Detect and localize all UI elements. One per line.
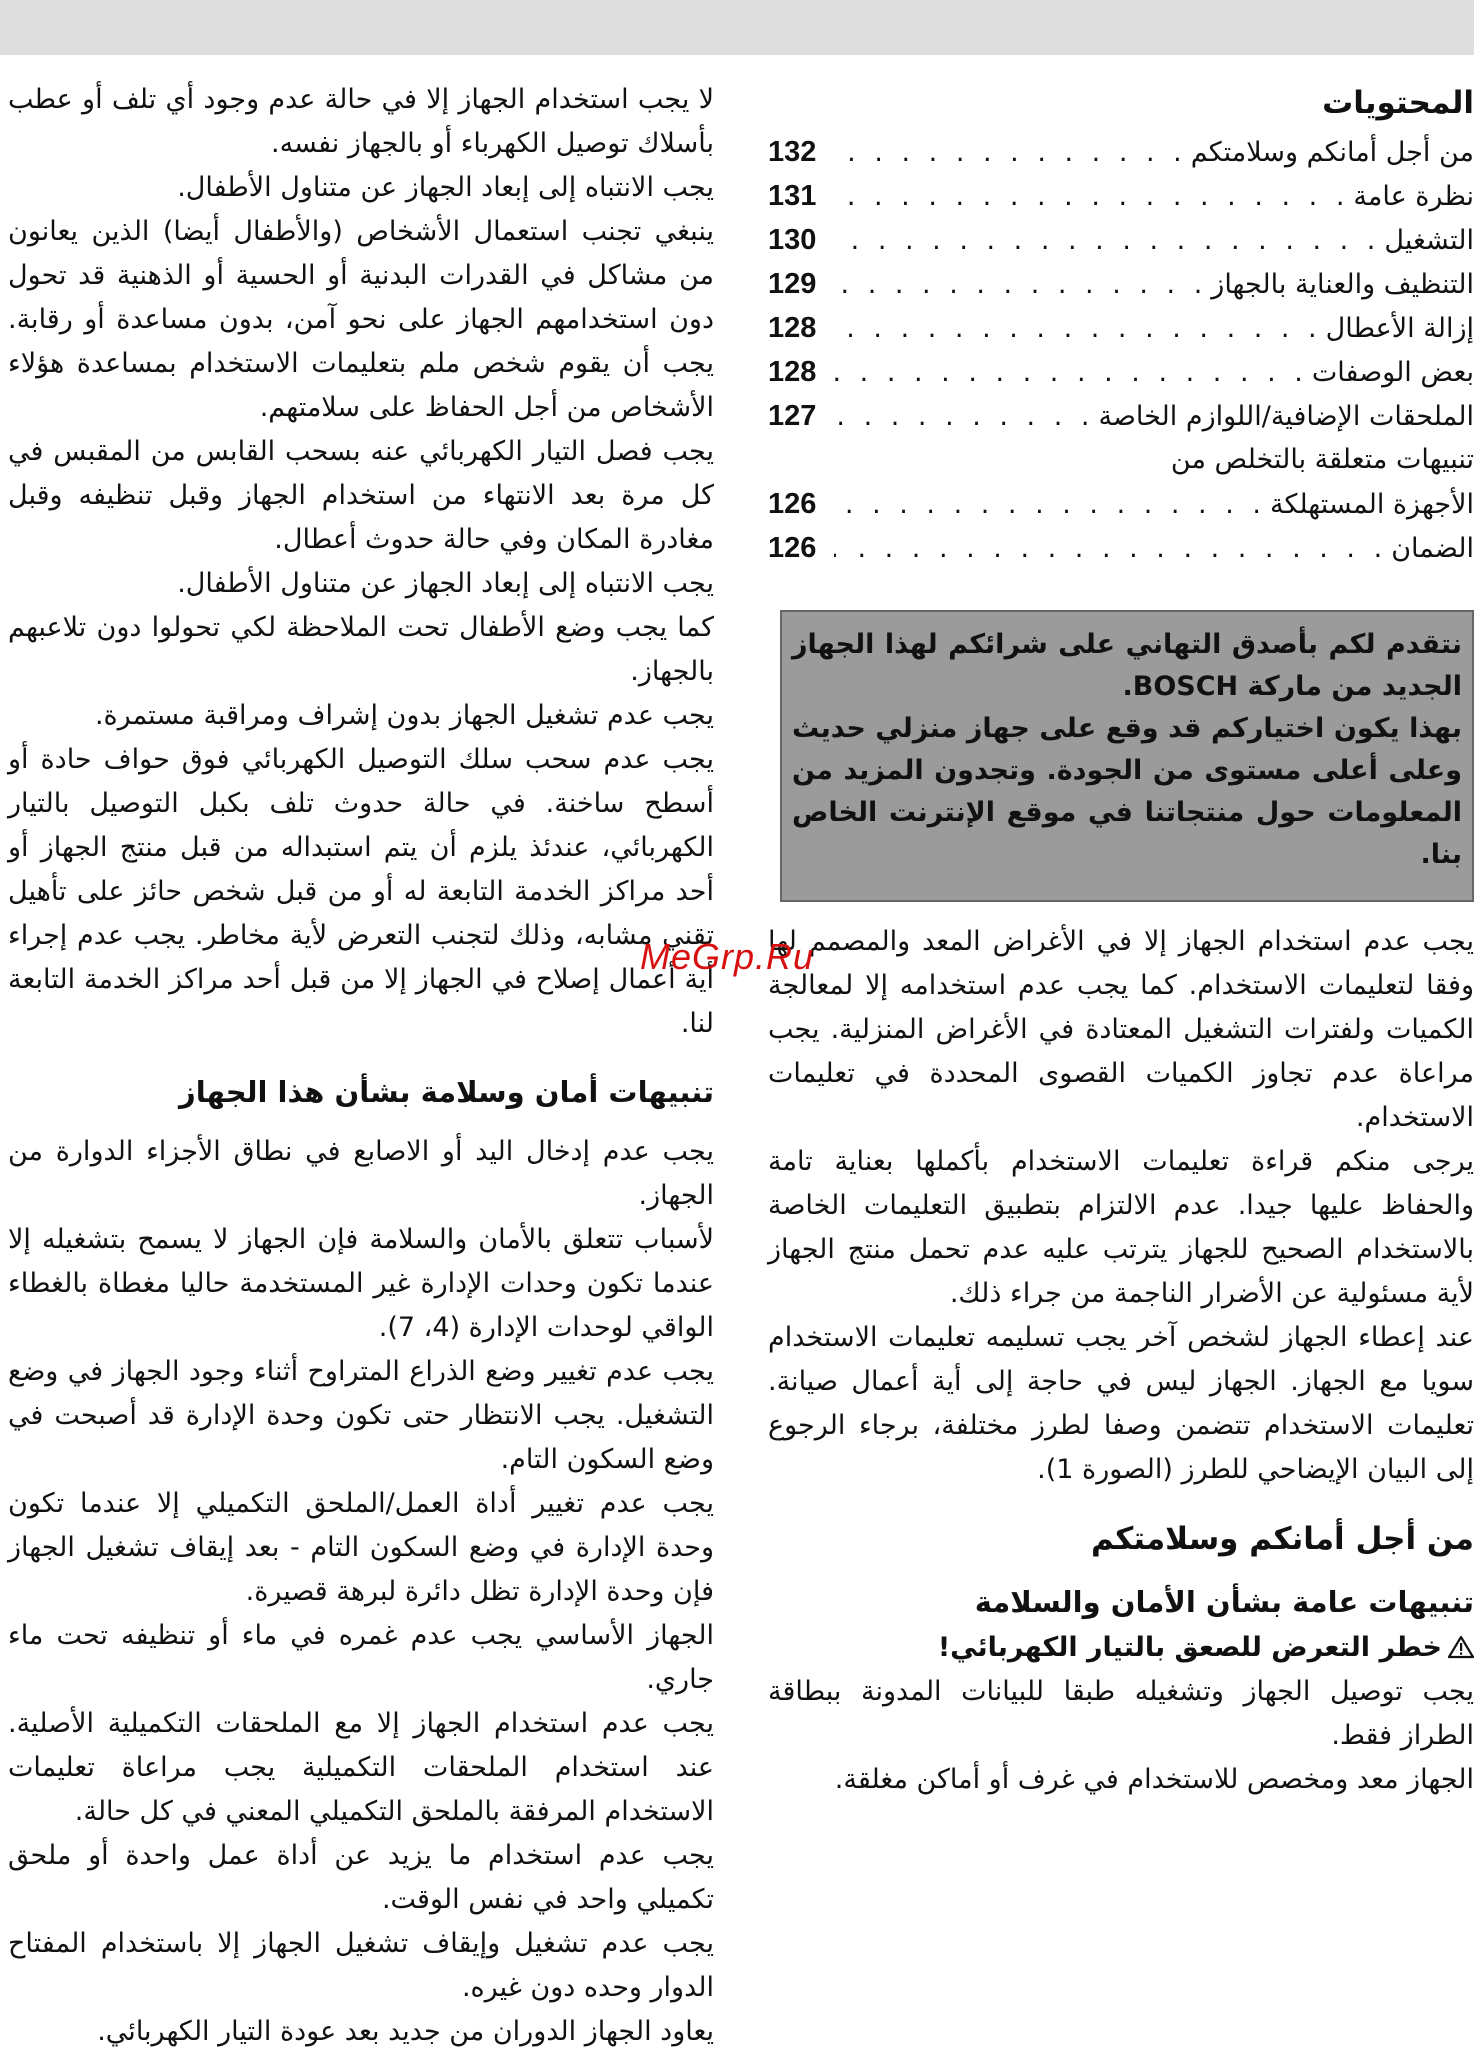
toc-item-label: الأجهزة المستهلكة <box>1269 489 1474 520</box>
section-heading: تنبيهات أمان وسلامة بشأن هذا الجهاز <box>179 1075 714 1109</box>
toc-item[interactable] <box>768 130 1474 174</box>
toc-item[interactable] <box>768 218 1474 262</box>
safety-paragraph: ينبغي تجنب استعمال الأشخاص (والأطفال أيضا) الذين يعانون من مشاكل في القدرات البدنية أو الحسية أو الذهنية قد تحول دون استخدامهم الجهاز على نحو آمن، بدون مساعدة أو رقابة. يجب أن يقوم شخص ملم بتعليمات الاستخدام بمساعدة هؤلاء الأشخاص من أجل الحفاظ على سلامتهم. <box>8 216 714 423</box>
subsection-heading: تنبيهات عامة بشأن الأمان والسلامة <box>974 1585 1474 1619</box>
safety-paragraph: يعاود الجهاز الدوران من جديد بعد عودة التيار الكهربائي. <box>97 2016 714 2047</box>
warning-title: خطر التعرض للصعق بالتيار الكهربائي! <box>768 1626 1474 1670</box>
safety-paragraph: يجب توصيل الجهاز وتشغيله طبقا للبيانات المدونة ببطاقة الطراز فقط. <box>768 1676 1474 1751</box>
toc-item[interactable] <box>768 350 1474 394</box>
intro-paragraph: عند إعطاء الجهاز لشخص آخر يجب تسليمه تعليمات الاستخدام سويا مع الجهاز. الجهاز ليس في حاجة إلى أية أعمال صيانة. تعليمات الاستخدام تتضمن وصفا لطرز مختلفة، برجاء الرجوع إلى البيان الإيضاحي للطرز (الصورة 1). <box>768 1322 1474 1485</box>
safety-paragraph: يجب فصل التيار الكهربائي عنه بسحب القابس من المقبس في كل مرة بعد الانتهاء من استخدام الجهاز وقبل تنظيفه وقبل مغادرة المكان وفي حالة حدوث أعطال. <box>8 436 714 555</box>
safety-paragraph: الجهاز معد ومخصص للاستخدام في غرف أو أماكن مغلقة. <box>834 1764 1474 1795</box>
safety-paragraph: يجب الانتباه إلى إبعاد الجهاز عن متناول الأطفال. <box>177 568 714 599</box>
safety-paragraph: لا يجب استخدام الجهاز إلا في حالة عدم وجود أي تلف أو عطب بأسلاك توصيل الكهرباء أو بالجهاز نفسه. <box>8 84 714 159</box>
congrats-box <box>780 610 1474 902</box>
toc-item-label: إزالة الأعطال <box>1325 313 1474 344</box>
safety-paragraph: يجب عدم تشغيل وإيقاف تشغيل الجهاز إلا باستخدام المفتاح الدوار وحده دون غيره. <box>8 1928 714 2003</box>
right-column <box>768 78 1474 1802</box>
safety-paragraph: يجب عدم تغيير وضع الذراع المتراوح أثناء وجود الجهاز في وضع التشغيل. يجب الانتظار حتى تكون وحدة الإدارة قد أصبحت في وضع السكون التام. <box>8 1356 714 1475</box>
toc-item-page: 127 <box>768 400 817 432</box>
toc-item[interactable] <box>768 306 1474 350</box>
warning-triangle-icon <box>1448 1635 1474 1659</box>
toc-item-label: الملحقات الإضافية/اللوازم الخاصة <box>1098 401 1474 432</box>
toc-item-page: 131 <box>768 180 817 212</box>
toc-item-label: الضمان <box>1391 533 1474 564</box>
safety-paragraph: الجهاز الأساسي يجب عدم غمره في ماء أو تنظيفه تحت ماء جاري. <box>8 1620 714 1695</box>
safety-paragraph: يجب عدم استخدام الجهاز إلا مع الملحقات التكميلية الأصلية. عند استخدام الملحقات التكميلية يجب مراعاة تعليمات الاستخدام المرفقة بالملحق التكميلي المعني في كل حالة. <box>8 1708 714 1827</box>
toc-item-page: 129 <box>768 268 817 300</box>
toc-item-page: 132 <box>768 136 817 168</box>
safety-paragraph: لأسباب تتعلق بالأمان والسلامة فإن الجهاز لا يسمح بتشغيله إلا عندما تكون وحدات الإدارة غير المستخدمة حاليا مغطاة بالغطاء الواقي لوحدات الإدارة (4، 7). <box>8 1224 714 1343</box>
toc-item[interactable] <box>768 174 1474 218</box>
header-bar <box>0 0 1474 55</box>
toc-item-label: بعض الوصفات <box>1311 357 1474 388</box>
toc-item-label: التنظيف والعناية بالجهاز <box>1211 269 1474 300</box>
safety-paragraph: كما يجب وضع الأطفال تحت الملاحظة لكي تحولوا دون تلاعبهم بالجهاز. <box>8 612 714 687</box>
intro-paragraph: يجب عدم استخدام الجهاز إلا في الأغراض المعد والمصمم لها وفقا لتعليمات الاستخدام. كما يجب عدم استخدامه إلا لمعالجة الكميات ولفترات التشغيل المعتادة في الأغراض المنزلية. يجب مراعاة عدم تجاوز الكميات القصوى المحددة في تعليمات الاستخدام. <box>768 926 1474 1133</box>
toc-item-page: 128 <box>768 312 817 344</box>
toc-item-page: 128 <box>768 356 817 388</box>
toc-item-label: من أجل أمانكم وسلامتكم <box>1190 137 1474 168</box>
congrats-text: بهذا يكون اختياركم قد وقع على جهاز منزلي حديث وعلى أعلى مستوى من الجودة. وتجدون المزيد من المعلومات حول منتجاتنا في موقع الإنترنت الخاص بنا. <box>792 713 1462 870</box>
safety-paragraph: يجب عدم تغيير أداة العمل/الملحق التكميلي إلا عندما تكون وحدة الإدارة في وضع السكون التام - بعد إيقاف تشغيل الجهاز فإن وحدة الإدارة تظل دائرة لبرهة قصيرة. <box>8 1488 714 1607</box>
safety-paragraph: يجب عدم إدخال اليد أو الاصابع في نطاق الأجزاء الدوارة من الجهاز. <box>8 1136 714 1211</box>
toc-item-page: 130 <box>768 224 817 256</box>
toc-item[interactable] <box>768 526 1474 570</box>
toc-item-page: 126 <box>768 488 817 520</box>
toc-item[interactable] <box>768 482 1474 526</box>
section-heading: من أجل أمانكم وسلامتكم <box>1090 1521 1474 1557</box>
watermark: MeGrp.Ru <box>640 936 815 977</box>
intro-paragraph: يرجى منكم قراءة تعليمات الاستخدام بأكملها بعناية تامة والحفاظ عليها جيدا. عدم الالتزام بتطبيق التعليمات الخاصة بالاستخدام الصحيح للجهاز يترتب عليه عدم تحمل منتج الجهاز لأية مسئولية عن الأضرار الناجمة من جراء ذلك. <box>768 1146 1474 1309</box>
toc-title: المحتويات <box>1322 85 1474 121</box>
toc-item-label: نظرة عامة <box>1353 181 1474 212</box>
toc-item-page: 126 <box>768 532 817 564</box>
safety-paragraph: يجب عدم استخدام ما يزيد عن أداة عمل واحدة أو ملحق تكميلي واحد في نفس الوقت. <box>8 1840 714 1915</box>
congrats-text: نتقدم لكم بأصدق التهاني على شرائكم لهذا الجهاز الجديد من ماركة BOSCH. <box>792 629 1462 702</box>
toc-item-disposal-line1[interactable]: تنبيهات متعلقة بالتخلص من <box>1170 444 1474 475</box>
toc-item-label: التشغيل <box>1384 225 1474 256</box>
toc-item[interactable] <box>768 394 1474 438</box>
toc-item[interactable] <box>768 262 1474 306</box>
safety-paragraph: يجب الانتباه إلى إبعاد الجهاز عن متناول الأطفال. <box>177 172 714 203</box>
safety-paragraph: يجب عدم تشغيل الجهاز بدون إشراف ومراقبة مستمرة. <box>94 700 714 731</box>
left-column <box>8 78 714 2054</box>
safety-paragraph: يجب عدم سحب سلك التوصيل الكهربائي فوق حواف حادة أو أسطح ساخنة. في حالة حدوث تلف بكبل التوصيل بالتيار الكهربائي، عندئذ يلزم أن يتم استبداله من قبل منتج الجهاز أو أحد مراكز الخدمة التابعة له أو من قبل شخص حائز على تأهيل تقني مشابه، وذلك لتجنب التعرض لأية مخاطر. يجب عدم إجراء أية أعمال إصلاح في الجهاز إلا من قبل أحد مراكز الخدمة التابعة لنا. <box>8 744 714 1039</box>
